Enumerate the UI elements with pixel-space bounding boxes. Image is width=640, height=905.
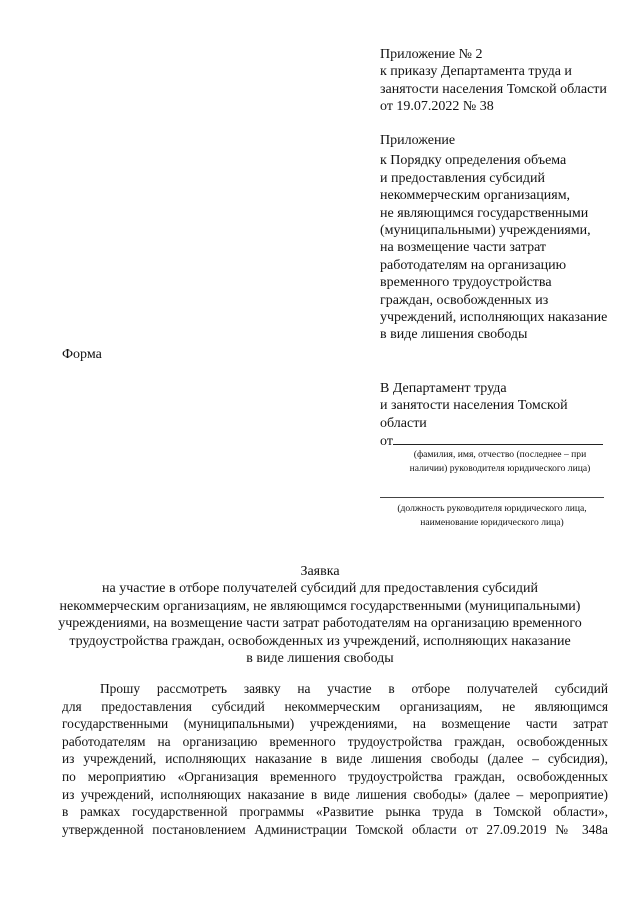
appendix-procedure-header xyxy=(380,132,620,344)
form-label: Форма xyxy=(62,347,102,362)
appendix-line: временного трудоустройства xyxy=(380,275,552,291)
application-title: Заявка xyxy=(300,564,340,579)
appendix-line: работодателям на организацию xyxy=(380,257,567,273)
appendix-line: граждан, освобожденных из xyxy=(380,292,549,308)
position-field-caption xyxy=(380,502,604,530)
applicant-name-field[interactable] xyxy=(393,432,603,445)
appendix-line: некоммерческим организациям, xyxy=(380,188,571,204)
body-line: из учреждений, исполняющих наказание в виде лишения свободы» (далее – мероприятие) xyxy=(62,786,608,802)
application-subtitle-line: некоммерческим организациям, не являющимся государственными (муниципальными) xyxy=(59,598,581,614)
addressee-line: области xyxy=(380,415,427,431)
addressee-line: и занятости населения Томской xyxy=(380,398,568,414)
body-line: Прошу рассмотреть заявку на участие в отборе получателей субсидий xyxy=(100,681,608,696)
appendix-2-line: Приложение № 2 xyxy=(380,47,483,62)
addressee-block xyxy=(380,380,620,451)
appendix-2-line: занятости населения Томской области xyxy=(380,81,607,97)
application-subtitle-line: в виде лишения свободы xyxy=(246,651,394,667)
caption-line: (должность руководителя юридического лица, xyxy=(397,503,587,514)
appendix-line: к Порядку определения объема xyxy=(380,153,567,169)
appendix-line: (муниципальными) учреждениями, xyxy=(380,223,591,239)
caption-line: наличии) руководителя юридического лица) xyxy=(409,463,591,474)
name-field-caption xyxy=(380,448,620,476)
appendix-2-header xyxy=(380,46,620,116)
application-subtitle-line: учреждениями, на возмещение части затрат работодателям на организацию временного xyxy=(58,616,582,632)
appendix-line: учреждений, исполняющих наказание xyxy=(380,310,608,326)
application-title-block xyxy=(40,563,600,667)
application-subtitle-line: трудоустройства граждан, освобожденных из учреждений, исполняющих наказание xyxy=(69,633,571,649)
appendix-2-line: к приказу Департамента труда и xyxy=(380,64,572,80)
body-paragraph xyxy=(62,680,608,838)
body-line: утвержденной постановлением Администрации Томской области от 27.09.2019 № 348а xyxy=(62,821,608,837)
appendix-line: в виде лишения свободы xyxy=(380,327,528,343)
from-label: от xyxy=(380,434,393,450)
appendix-line: не являющимся государственными xyxy=(380,205,589,221)
position-field-line[interactable] xyxy=(380,497,604,498)
addressee-line: В Департамент труда xyxy=(380,381,507,396)
body-line: работодателям на организацию временного трудоустройства граждан, освобожденных xyxy=(62,733,608,749)
body-line: из учреждений, исполняющих наказание в виде лишения свободы (далее – субсидия), xyxy=(62,751,608,767)
appendix-heading: Приложение xyxy=(380,133,456,148)
body-line: в рамках государственной программы «Развитие рынка труда в Томской области», xyxy=(62,804,608,820)
caption-line: наименование юридического лица) xyxy=(420,517,564,528)
body-line: по мероприятию «Организация временного трудоустройства граждан, освобожденных xyxy=(62,768,608,784)
body-line: для предоставления субсидий некоммерческим организациям, не являющимся xyxy=(62,698,608,714)
appendix-line: на возмещение части затрат xyxy=(380,240,547,256)
application-subtitle-line: на участие в отборе получателей субсидий для предоставления субсидий xyxy=(102,581,538,597)
caption-line: (фамилия, имя, отчество (последнее – при xyxy=(413,449,587,460)
appendix-2-line: от 19.07.2022 № 38 xyxy=(380,99,494,115)
appendix-line: и предоставления субсидий xyxy=(380,170,546,186)
body-line: государственными (муниципальными) учреждениями, на возмещение части затрат xyxy=(62,716,608,732)
